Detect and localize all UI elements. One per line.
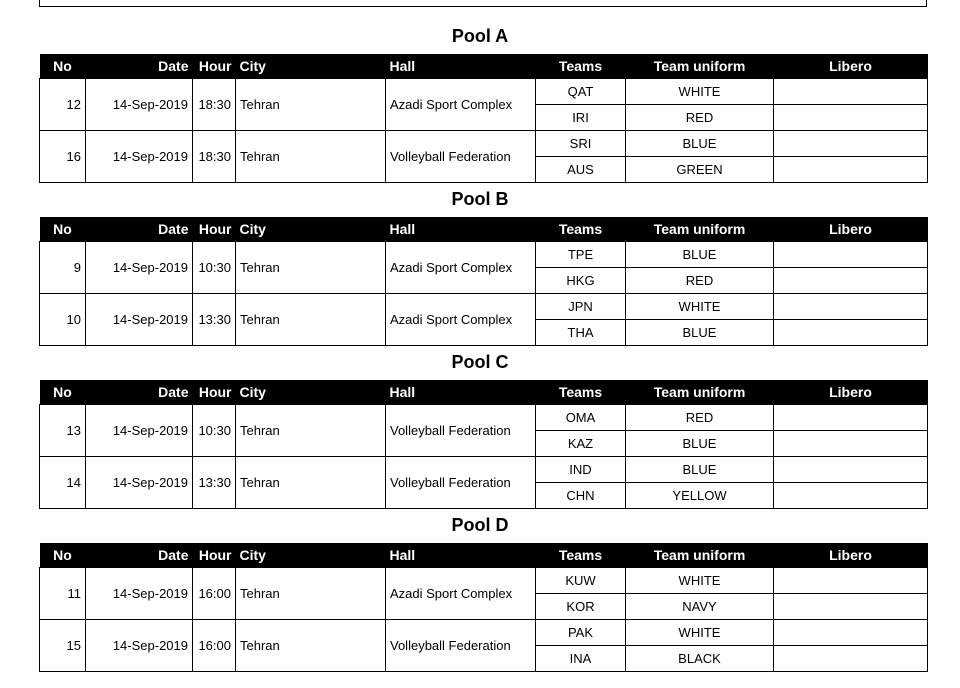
match-hall: Azadi Sport Complex bbox=[386, 568, 536, 620]
team-code: SRI bbox=[536, 131, 626, 157]
table-header-row bbox=[40, 54, 928, 79]
team-uniform: WHITE bbox=[626, 568, 774, 594]
column-header-libero: Libero bbox=[774, 54, 928, 79]
column-header-teams: Teams bbox=[536, 217, 626, 242]
match-number: 9 bbox=[40, 242, 86, 294]
table-row bbox=[40, 568, 928, 594]
libero-cell bbox=[774, 620, 928, 646]
libero-cell bbox=[774, 157, 928, 183]
match-hall: Azadi Sport Complex bbox=[386, 242, 536, 294]
match-hour: 16:00 bbox=[193, 568, 236, 620]
team-code: CHN bbox=[536, 483, 626, 509]
match-date: 14-Sep-2019 bbox=[86, 568, 193, 620]
column-header-hall: Hall bbox=[386, 543, 536, 568]
table-row bbox=[40, 405, 928, 431]
column-header-libero: Libero bbox=[774, 543, 928, 568]
team-uniform: NAVY bbox=[626, 594, 774, 620]
column-header-hour: Hour bbox=[193, 380, 236, 405]
column-header-teams: Teams bbox=[536, 543, 626, 568]
pool-schedule-table bbox=[39, 543, 928, 672]
libero-cell bbox=[774, 457, 928, 483]
table-row bbox=[40, 131, 928, 157]
match-number: 14 bbox=[40, 457, 86, 509]
match-city: Tehran bbox=[236, 79, 386, 131]
column-header-date: Date bbox=[86, 380, 193, 405]
previous-table-bottom-border bbox=[39, 0, 927, 7]
team-code: OMA bbox=[536, 405, 626, 431]
team-uniform: WHITE bbox=[626, 79, 774, 105]
team-code: IND bbox=[536, 457, 626, 483]
column-header-hall: Hall bbox=[386, 380, 536, 405]
match-city: Tehran bbox=[236, 457, 386, 509]
libero-cell bbox=[774, 294, 928, 320]
team-uniform: WHITE bbox=[626, 620, 774, 646]
match-date: 14-Sep-2019 bbox=[86, 79, 193, 131]
libero-cell bbox=[774, 405, 928, 431]
libero-cell bbox=[774, 320, 928, 346]
libero-cell bbox=[774, 79, 928, 105]
table-row bbox=[40, 242, 928, 268]
match-hour: 13:30 bbox=[193, 457, 236, 509]
team-uniform: BLUE bbox=[626, 320, 774, 346]
match-hall: Azadi Sport Complex bbox=[386, 79, 536, 131]
column-header-city: City bbox=[236, 380, 386, 405]
match-hall: Azadi Sport Complex bbox=[386, 294, 536, 346]
match-hall: Volleyball Federation bbox=[386, 620, 536, 672]
match-number: 12 bbox=[40, 79, 86, 131]
column-header-teams: Teams bbox=[536, 380, 626, 405]
libero-cell bbox=[774, 105, 928, 131]
pool-title: Pool C bbox=[451, 352, 509, 372]
libero-cell bbox=[774, 131, 928, 157]
column-header-no: No bbox=[40, 54, 86, 79]
column-header-date: Date bbox=[86, 54, 193, 79]
team-uniform: RED bbox=[626, 405, 774, 431]
pool-schedule-table bbox=[39, 380, 928, 509]
match-date: 14-Sep-2019 bbox=[86, 405, 193, 457]
column-header-hour: Hour bbox=[193, 543, 236, 568]
column-header-uniform: Team uniform bbox=[626, 543, 774, 568]
team-code: IRI bbox=[536, 105, 626, 131]
match-hour: 13:30 bbox=[193, 294, 236, 346]
match-date: 14-Sep-2019 bbox=[86, 457, 193, 509]
team-code: QAT bbox=[536, 79, 626, 105]
team-uniform: BLUE bbox=[626, 131, 774, 157]
libero-cell bbox=[774, 594, 928, 620]
match-hour: 10:30 bbox=[193, 242, 236, 294]
libero-cell bbox=[774, 268, 928, 294]
match-city: Tehran bbox=[236, 620, 386, 672]
match-hour: 16:00 bbox=[193, 620, 236, 672]
column-header-libero: Libero bbox=[774, 217, 928, 242]
column-header-city: City bbox=[236, 543, 386, 568]
match-city: Tehran bbox=[236, 242, 386, 294]
match-number: 13 bbox=[40, 405, 86, 457]
match-date: 14-Sep-2019 bbox=[86, 131, 193, 183]
pool-title: Pool A bbox=[451, 26, 509, 46]
team-code: HKG bbox=[536, 268, 626, 294]
column-header-no: No bbox=[40, 217, 86, 242]
team-code: TPE bbox=[536, 242, 626, 268]
team-uniform: WHITE bbox=[626, 294, 774, 320]
table-row bbox=[40, 620, 928, 646]
match-hour: 18:30 bbox=[193, 79, 236, 131]
team-uniform: RED bbox=[626, 105, 774, 131]
team-code: KAZ bbox=[536, 431, 626, 457]
match-number: 10 bbox=[40, 294, 86, 346]
team-code: JPN bbox=[536, 294, 626, 320]
team-code: PAK bbox=[536, 620, 626, 646]
column-header-uniform: Team uniform bbox=[626, 217, 774, 242]
team-uniform: BLUE bbox=[626, 242, 774, 268]
team-code: AUS bbox=[536, 157, 626, 183]
libero-cell bbox=[774, 568, 928, 594]
libero-cell bbox=[774, 646, 928, 672]
match-number: 15 bbox=[40, 620, 86, 672]
match-city: Tehran bbox=[236, 294, 386, 346]
pool-title: Pool D bbox=[451, 515, 509, 535]
libero-cell bbox=[774, 242, 928, 268]
match-date: 14-Sep-2019 bbox=[86, 242, 193, 294]
match-hour: 10:30 bbox=[193, 405, 236, 457]
match-hall: Volleyball Federation bbox=[386, 457, 536, 509]
match-number: 11 bbox=[40, 568, 86, 620]
team-uniform: GREEN bbox=[626, 157, 774, 183]
match-hall: Volleyball Federation bbox=[386, 131, 536, 183]
match-hall: Volleyball Federation bbox=[386, 405, 536, 457]
match-city: Tehran bbox=[236, 131, 386, 183]
column-header-hour: Hour bbox=[193, 54, 236, 79]
team-code: KOR bbox=[536, 594, 626, 620]
column-header-teams: Teams bbox=[536, 54, 626, 79]
table-row bbox=[40, 294, 928, 320]
column-header-city: City bbox=[236, 54, 386, 79]
team-uniform: BLACK bbox=[626, 646, 774, 672]
table-row bbox=[40, 457, 928, 483]
column-header-hall: Hall bbox=[386, 54, 536, 79]
pool-title: Pool B bbox=[451, 189, 509, 209]
team-code: KUW bbox=[536, 568, 626, 594]
pool-schedule-table bbox=[39, 54, 928, 183]
team-uniform: BLUE bbox=[626, 457, 774, 483]
column-header-hour: Hour bbox=[193, 217, 236, 242]
column-header-libero: Libero bbox=[774, 380, 928, 405]
match-city: Tehran bbox=[236, 405, 386, 457]
column-header-uniform: Team uniform bbox=[626, 380, 774, 405]
libero-cell bbox=[774, 483, 928, 509]
libero-cell bbox=[774, 431, 928, 457]
column-header-date: Date bbox=[86, 217, 193, 242]
column-header-no: No bbox=[40, 380, 86, 405]
match-date: 14-Sep-2019 bbox=[86, 294, 193, 346]
match-number: 16 bbox=[40, 131, 86, 183]
table-header-row bbox=[40, 217, 928, 242]
team-code: THA bbox=[536, 320, 626, 346]
table-header-row bbox=[40, 543, 928, 568]
team-uniform: YELLOW bbox=[626, 483, 774, 509]
match-date: 14-Sep-2019 bbox=[86, 620, 193, 672]
table-row bbox=[40, 79, 928, 105]
team-uniform: RED bbox=[626, 268, 774, 294]
column-header-hall: Hall bbox=[386, 217, 536, 242]
column-header-city: City bbox=[236, 217, 386, 242]
table-header-row bbox=[40, 380, 928, 405]
column-header-uniform: Team uniform bbox=[626, 54, 774, 79]
match-hour: 18:30 bbox=[193, 131, 236, 183]
column-header-no: No bbox=[40, 543, 86, 568]
pool-schedule-table bbox=[39, 217, 928, 346]
team-code: INA bbox=[536, 646, 626, 672]
match-city: Tehran bbox=[236, 568, 386, 620]
team-uniform: BLUE bbox=[626, 431, 774, 457]
column-header-date: Date bbox=[86, 543, 193, 568]
